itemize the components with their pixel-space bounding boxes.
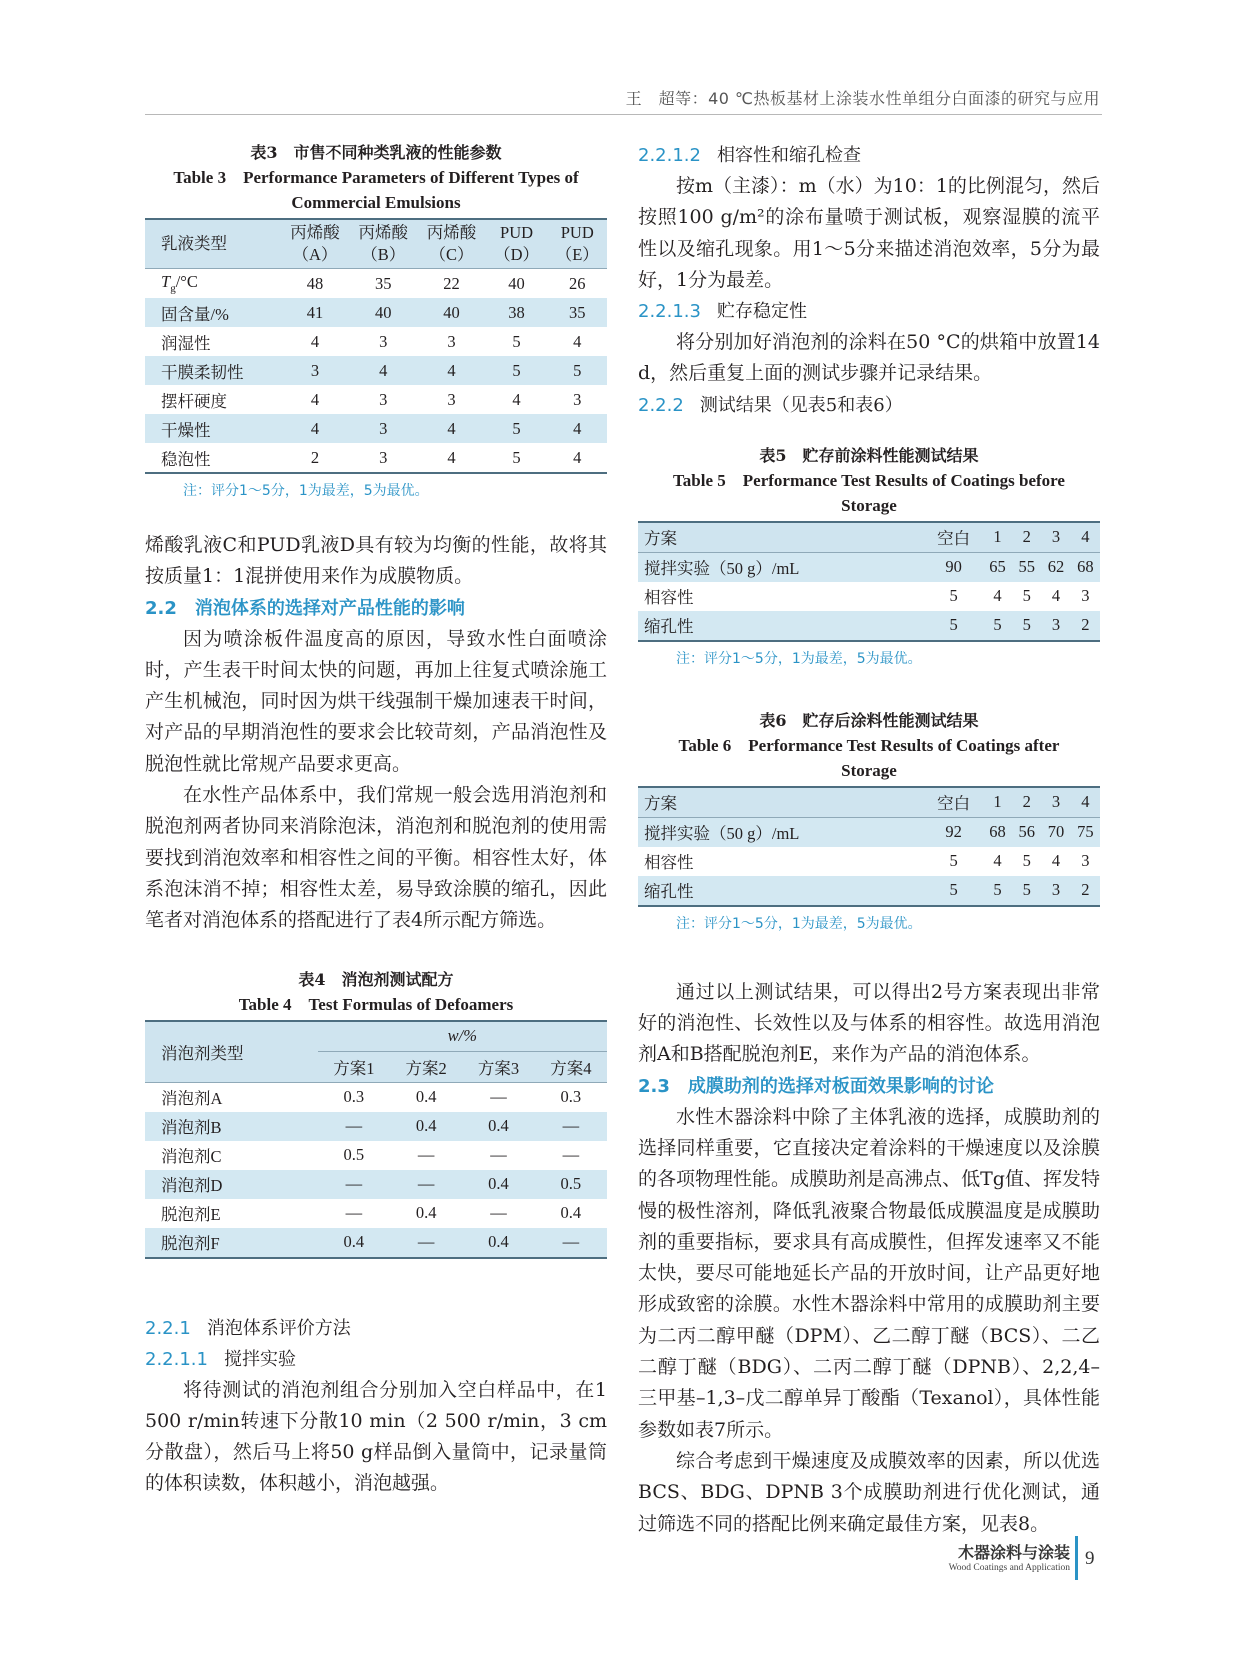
table-cell: 5	[949, 586, 958, 606]
table-cell: 0.5	[343, 1145, 365, 1165]
table4-caption-cn: 表4 消泡剂测试配方	[298, 969, 454, 989]
table-row	[638, 611, 1100, 641]
row-label: 脱泡剂F	[145, 1228, 318, 1258]
table6-note: 注：评分1～5分，1为最差，5为最优。	[676, 915, 922, 932]
left-paragraph-4: 将待测试的消泡剂组合分别加入空白样品中，在1 500 r/min转速下分散10 min（2 500 r/min，3 cm分散盘），然后马上将50 g样品倒入量筒中，记录量筒的体积读数，体积越小，消泡越强。	[145, 1378, 607, 1495]
table-cell: —	[390, 1170, 462, 1199]
table4-col-header: 消泡剂类型	[145, 1021, 318, 1083]
table-cell: 3	[1041, 876, 1070, 906]
table-cell: 5	[1022, 586, 1031, 606]
table3-col: 丙烯酸 （B）	[349, 219, 417, 269]
row-label: 缩孔性	[638, 611, 924, 641]
table-cell: 0.4	[390, 1112, 462, 1141]
table-cell: 22	[443, 273, 460, 293]
table-cell: 5	[1012, 611, 1041, 641]
section-2-2-1-1-heading: 2.2.1.1 搅拌实验	[145, 1348, 296, 1370]
section-2-2-heading: 2.2 消泡体系的选择对产品性能的影响	[145, 597, 465, 619]
table-cell: 0.3	[560, 1087, 582, 1107]
row-label: 稳泡性	[145, 443, 281, 473]
row-label: 缩孔性	[638, 876, 924, 906]
table-cell: 5	[949, 851, 958, 871]
table-cell: 5	[486, 443, 548, 473]
table3-note: 注：评分1～5分，1为最差，5为最优。	[183, 483, 429, 499]
journal-subtitle: Wood Coatings and Application	[948, 1563, 1070, 1573]
table-cell: 92	[924, 817, 983, 847]
right-paragraph-2: 将分别加好消泡剂的涂料在50 °C的烘箱中放置14 d，然后重复上面的测试步骤并记录结果。	[638, 331, 1100, 385]
table-cell: 5	[486, 414, 548, 443]
table-cell: 2	[1071, 876, 1100, 906]
left-column	[145, 140, 607, 1500]
table-cell: —	[490, 1087, 507, 1107]
table-row	[145, 385, 607, 414]
table-cell: 55	[1012, 552, 1041, 582]
table-cell: 5	[548, 356, 607, 385]
table-row	[145, 1199, 607, 1228]
table-cell: 4	[1051, 851, 1061, 871]
table5-caption-cn: 表5 贮存前涂料性能测试结果	[759, 445, 979, 465]
table-cell: 3	[1041, 611, 1070, 641]
table-row	[145, 1170, 607, 1199]
table4-col: 方案1	[318, 1051, 390, 1082]
table-cell: 4	[417, 443, 485, 473]
section-2-3-heading: 2.3 成膜助剂的选择对板面效果影响的讨论	[638, 1075, 994, 1097]
section-2-2-1-3-heading: 2.2.1.3 贮存稳定性	[638, 301, 807, 323]
table-cell: 3	[447, 389, 456, 409]
row-label: 消泡剂C	[161, 1147, 222, 1167]
table-row	[145, 1112, 607, 1141]
right-paragraph-4: 水性木器涂料中除了主体乳液的选择，成膜助剂的选择同样重要，它直接决定着涂料的干燥速度以及涂膜的各项物理性能。成膜助剂是高沸点、低Tg值、挥发特慢的极性溶剂，降低乳液聚合物最低成膜温度是成膜助剂的重要指标，要求具有高成膜性，但挥发速率又不能太快，要尽可能地延长产品的开放时间，让产品更好地形成致密的涂膜。水性木器涂料中常用的成膜助剂主要为二丙二醇甲醚（DPM）、乙二醇丁醚（BCS）、二乙二醇丁醚（BDG）、二丙二醇丁醚（DPNB）、2,2,4–三甲基–1,3–戊二醇单异丁酸酯（Texanol），具体性能参数如表7所示。	[638, 1105, 1100, 1441]
table6-col: 4	[1071, 787, 1100, 818]
table-cell: 0.4	[415, 1203, 437, 1223]
table-row	[638, 876, 1100, 906]
table-cell: —	[318, 1170, 390, 1199]
table3-caption-cn: 表3 市售不同种类乳液的性能参数	[250, 143, 502, 162]
row-label: 干燥性	[145, 414, 281, 443]
table-cell: 4	[417, 414, 485, 443]
table-cell: 5	[983, 611, 1012, 641]
table-cell: 0.4	[318, 1228, 390, 1258]
table-cell: 4	[993, 851, 1002, 871]
table-cell: 0.3	[343, 1087, 365, 1107]
table6-caption-cn: 表6 贮存后涂料性能测试结果	[759, 710, 979, 730]
table-row	[145, 356, 607, 385]
table-cell: 4	[417, 356, 485, 385]
table-cell: 4	[310, 389, 320, 409]
table-cell: 35	[374, 273, 392, 293]
table-row	[145, 269, 607, 299]
table6-caption-en: Table 6 Performance Test Results of Coatings after Storage	[678, 735, 1060, 780]
table-cell: 41	[281, 298, 349, 327]
table6-col: 3	[1041, 787, 1070, 818]
table6-col: 1	[983, 787, 1012, 818]
page-number: 9	[1085, 1548, 1095, 1569]
table-cell: 0.4	[560, 1203, 582, 1223]
row-label: 搅拌实验（50 g）/mL	[638, 817, 924, 847]
table-cell: —	[535, 1228, 607, 1258]
table3-col-header: 乳液类型	[145, 219, 281, 269]
table-cell: —	[345, 1203, 363, 1223]
table3-col: 丙烯酸 （A）	[281, 219, 349, 269]
table5-col: 3	[1041, 522, 1070, 553]
table-cell: 5	[983, 876, 1012, 906]
table-cell: 4	[548, 443, 607, 473]
row-label: 消泡剂A	[161, 1089, 223, 1109]
table-cell: 70	[1041, 817, 1070, 847]
table3-col: PUD （D）	[486, 219, 548, 269]
table-cell: 3	[1081, 586, 1090, 606]
header-rule	[145, 114, 1102, 115]
table5-col: 1	[983, 522, 1012, 553]
table-cell: 3	[573, 389, 582, 409]
table-cell: 2	[1071, 611, 1100, 641]
table-cell: 4	[512, 389, 521, 409]
table-cell: 40	[508, 273, 525, 293]
table-row	[145, 327, 607, 356]
table-row	[145, 443, 607, 473]
row-label: 消泡剂D	[145, 1170, 318, 1199]
section-2-2-1-heading: 2.2.1 消泡体系评价方法	[145, 1317, 351, 1339]
table-cell: 0.4	[462, 1112, 534, 1141]
table-cell: 4	[1051, 586, 1061, 606]
table-cell: 4	[310, 331, 320, 351]
table-cell: 5	[924, 611, 983, 641]
row-label: 消泡剂B	[145, 1112, 318, 1141]
table-cell: 75	[1071, 817, 1100, 847]
table-cell: 3	[447, 331, 456, 351]
table6	[638, 786, 1100, 907]
table-cell: —	[318, 1112, 390, 1141]
right-paragraph-5: 综合考虑到干燥速度及成膜效率的因素，所以优选BCS、BDG、DPNB 3个成膜助剂进行优化测试，通过筛选不同的搭配比例来确定最佳方案，见表8。	[638, 1449, 1100, 1535]
table-cell: 0.4	[462, 1228, 534, 1258]
table-row	[638, 582, 1100, 611]
table-cell: 3	[349, 443, 417, 473]
table-cell: 90	[924, 552, 983, 582]
row-label: $T_g/^\circ C$	[161, 272, 198, 295]
table-cell: 3	[379, 389, 388, 409]
table5-col: 4	[1071, 522, 1100, 553]
table-row	[638, 817, 1100, 847]
running-header: 王 超等：40 ℃热板基材上涂装水性单组分白面漆的研究与应用	[625, 89, 1100, 108]
table-cell: 3	[379, 331, 388, 351]
row-label: 润湿性	[161, 333, 211, 353]
table-cell: 3	[349, 414, 417, 443]
right-column	[638, 140, 1100, 1540]
row-label: 干膜柔韧性	[145, 356, 281, 385]
table-cell: 4	[548, 414, 607, 443]
table-cell: 26	[569, 273, 586, 293]
table4-col: 方案4	[535, 1051, 607, 1082]
table3	[145, 218, 607, 474]
left-paragraph-1: 烯酸乳液C和PUD乳液D具有较为均衡的性能，故将其按质量1：1混拼使用来作为成膜物质。	[145, 534, 607, 588]
table3-caption-en: Table 3 Performance Parameters of Different Types of Commercial Emulsions	[173, 168, 579, 212]
table-cell: —	[490, 1203, 507, 1223]
table-row	[145, 298, 607, 327]
table-cell: 3	[1081, 851, 1090, 871]
table-cell: 62	[1041, 552, 1070, 582]
table-row	[145, 1228, 607, 1258]
table-cell: 38	[486, 298, 548, 327]
table-cell: 5	[1022, 851, 1031, 871]
table-cell: 4	[349, 356, 417, 385]
table6-col-header: 方案	[638, 787, 924, 818]
table4-col: 方案2	[390, 1051, 462, 1082]
footer-divider	[1075, 1536, 1078, 1580]
table-cell: 56	[1012, 817, 1041, 847]
table-cell: 65	[983, 552, 1012, 582]
table-cell: 3	[281, 356, 349, 385]
table-cell: 68	[983, 817, 1012, 847]
table6-col: 2	[1012, 787, 1041, 818]
table3-col: PUD （E）	[548, 219, 607, 269]
table-row	[638, 552, 1100, 582]
table-cell: 48	[306, 273, 324, 293]
table-cell: 5	[512, 331, 521, 351]
table-cell: 4	[281, 414, 349, 443]
table-cell: 4	[573, 331, 582, 351]
row-label: 相容性	[644, 588, 694, 608]
section-2-2-2-heading: 2.2.2 测试结果（见表5和表6）	[638, 394, 903, 416]
table-row	[638, 847, 1100, 876]
table-cell: —	[390, 1228, 462, 1258]
table4-unit: w/%	[318, 1021, 607, 1052]
row-label: 相容性	[644, 853, 694, 873]
table-cell: 40	[349, 298, 417, 327]
right-paragraph-1: 按m（主漆）：m（水）为10：1的比例混匀，然后按照100 g/m²的涂布量喷于测试板，观察湿膜的流平性以及缩孔现象。用1～5分来描述消泡效率，5分为最好，1分为最差。	[638, 175, 1100, 291]
table-cell: 40	[417, 298, 485, 327]
left-paragraph-3: 在水性产品体系中，我们常规一般会选用消泡剂和脱泡剂两者协同来消除泡沫，消泡剂和脱泡剂的使用需要找到消泡效率和相容性之间的平衡。相容性太好，体系泡沫消不掉；相容性太差，易导致涂膜的缩孔，因此笔者对消泡体系的搭配进行了表4所示配方筛选。	[145, 784, 607, 932]
row-label: 固含量/%	[145, 298, 281, 327]
table-cell: 2	[281, 443, 349, 473]
table5-col: 空白	[924, 522, 983, 553]
table-cell: —	[417, 1145, 435, 1165]
row-label: 脱泡剂E	[161, 1205, 221, 1225]
table3-col: 丙烯酸 （C）	[417, 219, 485, 269]
right-paragraph-3: 通过以上测试结果，可以得出2号方案表现出非常好的消泡性、长效性以及与体系的相容性。故选用消泡剂A和B搭配脱泡剂E，来作为产品的消泡体系。	[638, 980, 1100, 1066]
table-cell: 0.4	[415, 1087, 437, 1107]
table-cell: 0.4	[462, 1170, 534, 1199]
table-cell: 4	[993, 586, 1002, 606]
table-cell: 5	[486, 356, 548, 385]
row-label: 摆杆硬度	[161, 391, 227, 411]
table4-col: 方案3	[462, 1051, 534, 1082]
table-cell: —	[535, 1112, 607, 1141]
table6-col: 空白	[924, 787, 983, 818]
table5-note: 注：评分1～5分，1为最差，5为最优。	[676, 650, 922, 667]
table5-caption-en: Table 5 Performance Test Results of Coatings before Storage	[673, 470, 1065, 515]
left-paragraph-2: 因为喷涂板件温度高的原因，导致水性白面喷涂时，产生表干时间太快的问题，再加上往复式喷涂施工产生机械泡，同时因为烘干线强制干燥加速表干时间，对产品的早期消泡性的要求会比较苛刻，产品消泡性及脱泡性就比常规产品要求更高。	[145, 627, 607, 775]
table-cell: 0.5	[535, 1170, 607, 1199]
table-cell: 35	[548, 298, 607, 327]
journal-title: 木器涂料与涂装	[957, 1543, 1070, 1562]
table-cell: —	[490, 1145, 507, 1165]
row-label: 搅拌实验（50 g）/mL	[638, 552, 924, 582]
table-row	[145, 414, 607, 443]
table4	[145, 1020, 607, 1259]
table-cell: 68	[1071, 552, 1100, 582]
table5-col: 2	[1012, 522, 1041, 553]
table-row	[145, 1082, 607, 1112]
table-cell: 5	[1012, 876, 1041, 906]
section-2-2-1-2-heading: 2.2.1.2 相容性和缩孔检查	[638, 145, 861, 166]
table-cell: 5	[924, 876, 983, 906]
table-cell: —	[562, 1145, 580, 1165]
table5	[638, 521, 1100, 642]
table5-col-header: 方案	[638, 522, 924, 553]
table-row	[145, 1141, 607, 1170]
table4-caption-en: Table 4 Test Formulas of Defoamers	[238, 994, 514, 1014]
